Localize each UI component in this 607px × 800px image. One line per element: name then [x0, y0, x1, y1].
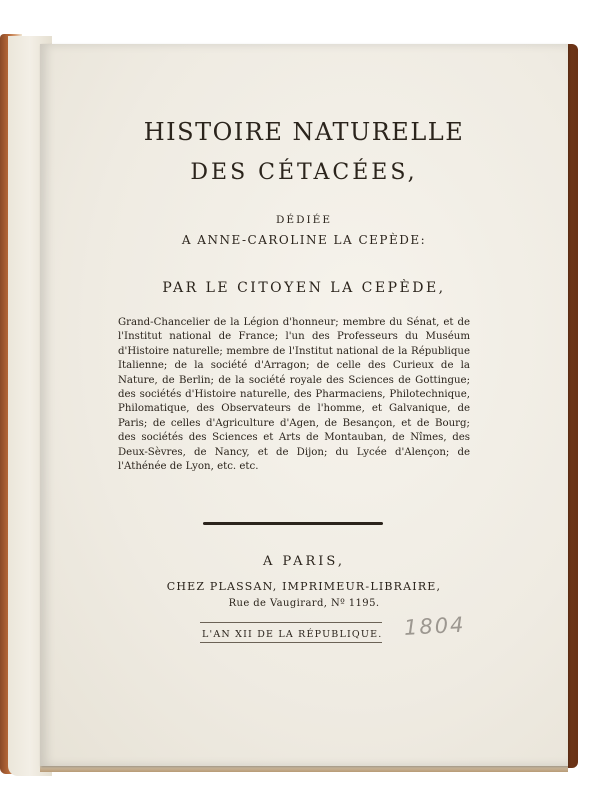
credentials-line: l'Institut national de France; l'un des Professeurs du Muséum: [118, 331, 470, 343]
author-credentials: [118, 316, 470, 474]
credentials-line: l'Athénée de Lyon, etc. etc.: [118, 461, 259, 473]
printer-name: CHEZ PLASSAN, IMPRIMEUR-LIBRAIRE,: [166, 580, 442, 593]
credentials-line: Italienne; de la société d'Arragon; de celle des Curieux de la: [118, 360, 470, 372]
title-line-1: HISTOIRE NATURELLE: [143, 118, 465, 146]
credentials-line: Deux-Sèvres, de Nancy, et de Dijon; du Lycée d'Alençon; de: [118, 446, 470, 458]
dedicatee: A ANNE-CAROLINE LA CEPÈDE:: [181, 233, 427, 247]
publication-year: L'AN XII DE LA RÉPUBLIQUE.: [202, 629, 383, 640]
credentials-line: d'Histoire naturelle; membre de l'Institut national de la République: [118, 345, 470, 357]
year-rule-bottom: [200, 642, 382, 643]
credentials-line: des sociétés des Sciences et Arts de Montauban, de Nîmes, des: [118, 432, 470, 444]
printer-address: Rue de Vaugirard, Nº 1195.: [228, 598, 380, 609]
title-line-2: DES CÉTACÉES,: [190, 160, 418, 185]
credentials-line: Nature, de Berlin; de la société royale des Sciences de Gottingue;: [118, 374, 470, 386]
credentials-line: des sociétés d'Histoire naturelle, des Pharmaciens, Philotechnique,: [118, 389, 470, 401]
year-rule-top: [200, 622, 382, 623]
ornamental-rule: [203, 522, 383, 525]
author-line: PAR LE CITOYEN LA CEPÈDE,: [162, 280, 446, 296]
dedication-label: DÉDIÉE: [276, 214, 332, 226]
credentials-line: Philomatique, des Observateurs de l'homme, et Galvanique, de: [118, 403, 470, 415]
publication-city: A PARIS,: [263, 554, 345, 569]
pencil-annotation: 1804: [403, 612, 467, 640]
credentials-line: Grand-Chancelier de la Légion d'honneur; membre du Sénat, et de: [118, 317, 470, 328]
credentials-line: Paris; de celles d'Agriculture d'Agen, de Besançon, et de Bourg;: [118, 417, 470, 429]
